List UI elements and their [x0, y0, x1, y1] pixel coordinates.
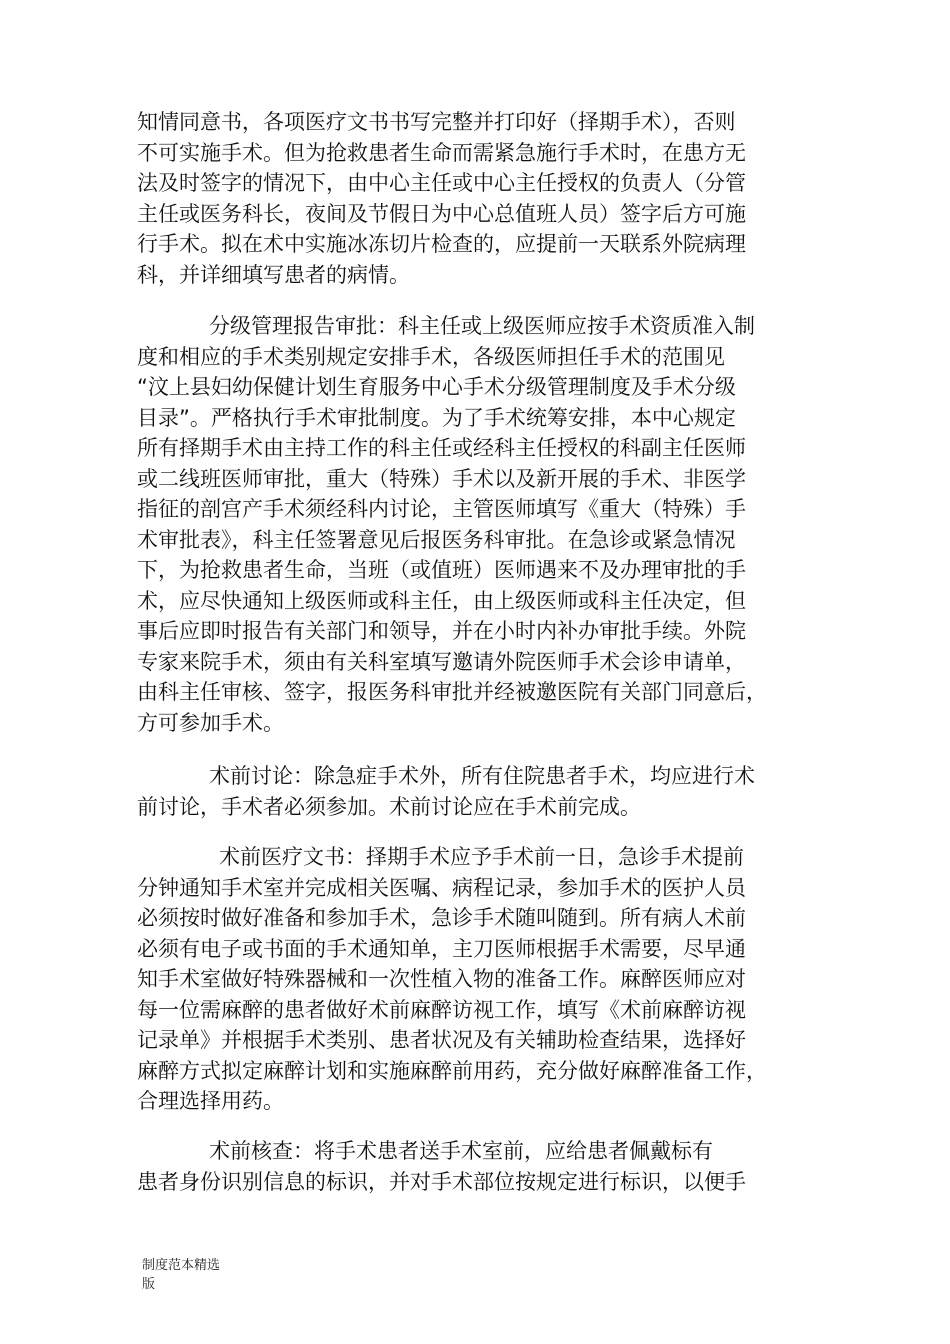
text-line: 必须有电子或书面的手术通知单，主刀医师根据手术需要，尽早通 — [137, 936, 746, 961]
text-line: 度和相应的手术类别规定安排手术，各级医师担任手术的范围见 — [137, 344, 725, 369]
text-line: 方可参加手术。 — [137, 710, 284, 735]
text-line: 每一位需麻醉的患者做好术前麻醉访视工作，填写《术前麻醉访视 — [137, 997, 746, 1022]
text-line: 术，应尽快通知上级医师或科主任，由上级医师或科主任决定，但 — [137, 588, 746, 613]
text-line: 术前讨论：除急症手术外，所有住院患者手术，均应进行术 — [209, 764, 755, 788]
text-line: 下，为抢救患者生命，当班（或值班）医师遇来不及办理审批的手 — [137, 558, 746, 582]
text-line: 知情同意书，各项医疗文书书写完整并打印好（择期手术），否则 — [137, 110, 736, 134]
paragraph-preop-discussion — [137, 761, 857, 822]
paragraph-graded-approval — [137, 311, 857, 738]
text-line: 术审批表》，科主任签署意见后报医务科审批。在急诊或紧急情况 — [137, 527, 736, 552]
text-line: 术前医疗文书：择期手术应予手术前一日，急诊手术提前 — [219, 845, 744, 869]
text-line: 或二线班医师审批，重大（特殊）手术以及新开展的手术、非医学 — [137, 466, 746, 491]
text-line: 不可实施手术。但为抢救患者生命而需紧急施行手术时，在患方无 — [137, 140, 746, 165]
paragraph-preop-documents — [137, 842, 857, 1117]
text-line: 法及时签字的情况下，由中心主任或中心主任授权的负责人（分管 — [137, 171, 746, 195]
text-line: 分级管理报告审批：科主任或上级医师应按手术资质准入制 — [209, 314, 755, 338]
paragraph-preop-check — [137, 1136, 857, 1197]
text-line: 行手术。拟在术中实施冰冻切片检查的，应提前一天联系外院病理 — [137, 232, 746, 256]
text-line: 合理选择用药。 — [137, 1089, 284, 1113]
text-line: 麻醉方式拟定麻醉计划和实施麻醉前用药，充分做好麻醉准备工作， — [137, 1058, 767, 1083]
text-line: “汶上县妇幼保健计划生育服务中心手术分级管理制度及手术分级 — [137, 375, 736, 399]
text-line: 知手术室做好特殊器械和一次性植入物的准备工作。麻醉医师应对 — [137, 967, 746, 991]
text-line: 指征的剖宫产手术须经科内讨论，主管医师填写《重大（特殊）手 — [137, 497, 746, 521]
text-line: 记录单》并根据手术类别、患者状况及有关辅助检查结果，选择好 — [137, 1028, 746, 1052]
text-line: 患者身份识别信息的标识，并对手术部位按规定进行标识，以便手 — [137, 1169, 746, 1194]
text-line: 术前核查：将手术患者送手术室前，应给患者佩戴标有 — [209, 1139, 713, 1163]
text-line: 必须按时做好准备和参加手术，急诊手术随叫随到。所有病人术前 — [137, 906, 746, 930]
paragraph-informed-consent — [137, 107, 857, 290]
text-line: 科，并详细填写患者的病情。 — [137, 262, 410, 287]
text-line: 目录”。严格执行手术审批制度。为了手术统筹安排，本中心规定 — [137, 405, 736, 430]
text-line: 由科主任审核、签字，报医务科审批并经被邀医院有关部门同意后， — [137, 680, 767, 704]
text-line: 主任或医务科长，夜间及节假日为中心总值班人员）签字后方可施 — [137, 201, 746, 226]
text-line: 专家来院手术，须由有关科室填写邀请外院医师手术会诊申请单， — [137, 649, 746, 674]
footer-note — [142, 1256, 220, 1294]
text-line: 前讨论，手术者必须参加。术前讨论应在手术前完成。 — [137, 794, 641, 819]
text-line: 事后应即时报告有关部门和领导，并在小时内补办审批手续。外院 — [137, 619, 746, 643]
footer-line: 版 — [142, 1277, 156, 1292]
text-line: 所有择期手术由主持工作的科主任或经科主任授权的科副主任医师 — [137, 436, 746, 460]
footer-line: 制度范本精选 — [142, 1258, 221, 1273]
text-line: 分钟通知手术室并完成相关医嘱、病程记录，参加手术的医护人员 — [137, 875, 746, 900]
